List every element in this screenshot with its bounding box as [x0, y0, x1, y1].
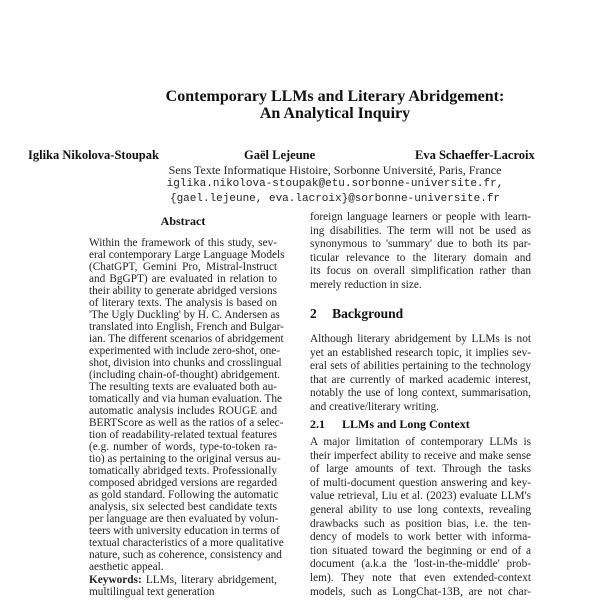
keywords-line [89, 574, 277, 586]
text-line: tomatically abridged texts. Professionally [89, 465, 277, 477]
text-line: as gold standard. Following the automatic [89, 489, 279, 501]
text-line: eral sets of abilities pertaining to the technology [310, 360, 531, 373]
text-line: their ability to generate abridged versions [89, 285, 277, 297]
text-line: notably the use of long context, summarisation, [310, 387, 531, 400]
text-line: BERTScore as well as the ratios of a selec- [89, 417, 284, 429]
section-2-1-heading [310, 417, 470, 432]
text-line: lem). They note that even extended-context [310, 572, 531, 584]
text-line: that are currently of marked academic interest, [310, 373, 531, 386]
text-line: shot, division into chunks and crosslingual [89, 357, 282, 369]
text-line: (ChatGPT, Gemini Pro, Mistral-Instruct [89, 261, 277, 273]
paper-title-line-1: Contemporary LLMs and Literary Abridgement: [165, 88, 505, 105]
section-2-heading [310, 306, 403, 322]
text-line: synonymous to 'summary' due to both its par- [310, 238, 531, 251]
text-line: and creative/literary writing. [310, 401, 439, 413]
text-line: translated into English, French and Bulgar- [89, 321, 284, 333]
text-line: value retrieval, Liu et al. (2023) evaluate LLM's [310, 490, 531, 503]
text-line: ian. The different scenarios of abridgement [89, 333, 284, 345]
text-line: textual characteristics of a more qualitative [89, 537, 284, 549]
text-line: experimented with include zero-shot, one- [89, 345, 281, 357]
text-line: yet an established research topic, it implies sev- [310, 346, 531, 359]
author-2: Gaël Lejeune [244, 148, 316, 162]
text-line: of multi-document question answering and key- [310, 476, 531, 489]
keywords-line: multilingual text generation [89, 586, 215, 598]
text-line: merely reduction in size. [310, 279, 422, 291]
section-number: 2 [310, 306, 317, 321]
text-line: 'The Ugly Duckling' by H. C. Andersen as [89, 309, 280, 321]
text-line: foreign language learners or people with learn- [310, 211, 531, 223]
text-line: automatic analysis includes ROUGE and [89, 405, 277, 417]
text-line: nature, such as coherence, consistency and [89, 549, 282, 561]
text-line: Although literary abridgement by LLMs is not [310, 333, 531, 345]
text-line: tomatically and via human evaluation. The [89, 393, 283, 405]
section-title: LLMs and Long Context [342, 417, 470, 431]
text-line: A major limitation of contemporary LLMs is [310, 436, 531, 448]
text-line: analysis, six selected best candidate texts [89, 501, 277, 513]
text-line: general ability to use long contexts, revealing [310, 504, 531, 516]
text-line: Within the framework of this study, sev- [89, 237, 277, 249]
text-line: of large amounts of text. Through the tasks [310, 463, 531, 476]
author-3: Eva Schaeffer-Lacroix [415, 148, 535, 162]
text-line: composed abridged versions are regarded [89, 477, 277, 489]
text-line: (e.g. number of words, type-to-token ra- [89, 441, 277, 453]
paper-title-line-2: An Analytical Inquiry [259, 105, 411, 122]
text-line: tion situated toward the beginning or end of a [310, 544, 531, 557]
text-line: models, such as LongChat-13B, are not char- [310, 585, 531, 598]
affiliation: Sens Texte Informatique Histoire, Sorbonne Université, Paris, France [168, 163, 502, 177]
text-line: ing disabilities. The term will not be used as [310, 224, 531, 237]
section-title: Background [332, 306, 404, 321]
keywords-label: Keywords: [89, 574, 142, 586]
text-line: The resulting texts are evaluated both au- [89, 381, 277, 393]
text-line: drawbacks such as position bias, i.e. the ten- [310, 517, 531, 530]
text-line: dency of models to work better with informa- [310, 531, 531, 544]
email-line-2: {gael.lejeune, eva.lacroix}@sorbonne-universite.fr [169, 193, 501, 205]
section-number: 2.1 [310, 417, 325, 431]
text-line: and BgGPT) are evaluated in relation to [89, 273, 277, 285]
text-line: tio) as pertaining to the original versus au- [89, 453, 281, 465]
text-line: its focus on overall simplification rather than [310, 265, 531, 278]
email-line-1: iglika.nikolova-stoupak@etu.sorbonne-universite.fr, [166, 178, 504, 190]
text-line: eral contemporary Large Language Models [89, 249, 285, 261]
text-line: document (a.k.a the 'lost-in-the-middle' prob- [310, 558, 531, 571]
text-line: ticular relevance to the literary domain and [310, 251, 531, 264]
text-line: per language are then evaluated by volun- [89, 513, 279, 525]
author-1: Iglika Nikolova-Stoupak [28, 148, 159, 162]
text-line: teers with university education in terms of [89, 525, 280, 537]
text-line: tion of readability-related textual features [89, 429, 277, 441]
text-line: aesthetic appeal. [89, 561, 164, 573]
text-line: of literary texts. The analysis is based on [89, 297, 277, 309]
abstract-heading: Abstract [160, 214, 206, 228]
keywords-text: LLMs, literary abridgement, [145, 574, 277, 586]
text-line: their imperfect ability to receive and make sense [310, 449, 531, 462]
text-line: (including chain-of-thought) abridgement. [89, 369, 281, 381]
